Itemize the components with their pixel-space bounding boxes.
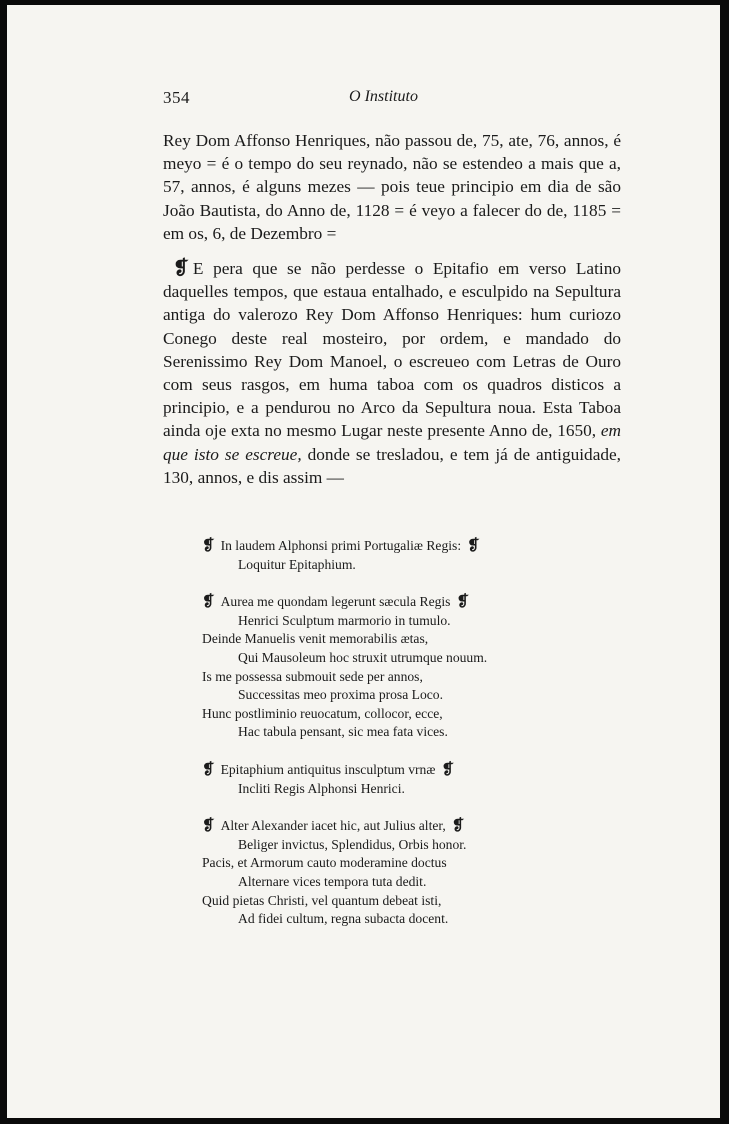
stanza-4 <box>202 817 602 929</box>
verse-line: Pacis, et Armorum cauto moderamine doctus <box>202 855 447 871</box>
epitaph-verses <box>202 537 602 948</box>
pilcrow-icon: ❡ <box>441 761 453 778</box>
verse-line: Ad fidei cultum, regna subacta docent. <box>238 911 449 927</box>
pilcrow-icon: ❡ <box>202 761 213 778</box>
paragraph-2-text-a: E pera que se não perdesse o Epitafio em verso Latino daquelles tempos, que estaua entalhado, e esculpido na Sepultura antiga do valerozo Rey Dom Affonso Henriques: hum curiozo Conego deste real mosteiro, por ordem, e mandado do Serenissimo Rey Dom Manoel, o escreueo com Letras de Ouro com seus rasgos, em huma taboa com os quadros disticos a principio, e a pendurou no Arco da Sepultura noua. Esta Taboa ainda oje exta no mesmo Lugar neste presente Anno de, 1650, <box>163 259 621 441</box>
paragraph-2 <box>163 257 621 489</box>
running-title: O Instituto <box>349 88 418 105</box>
verse-text: In laudem Alphonsi primi Portugaliæ Regis: <box>220 538 462 553</box>
verse-line <box>202 593 602 612</box>
verse-line: Quid pietas Christi, vel quantum debeat isti, <box>202 892 442 908</box>
stanza-1 <box>202 537 602 574</box>
verse-line: Qui Mausoleum hoc struxit utrumque nouum. <box>238 649 488 665</box>
stanza-3 <box>202 761 602 798</box>
verse-line: Successitas meo proxima prosa Loco. <box>238 687 443 703</box>
book-page <box>7 5 720 1118</box>
body-text <box>163 129 621 489</box>
paragraph-2-text-b: donde se tresladou, e tem já de antiguidade, 130, annos, e dis assim — <box>163 444 621 487</box>
paragraph-1: Rey Dom Affonso Henriques, não passou de, 75, ate, 76, annos, é meyo = é o tempo do seu reynado, não se estendeo a mais que a, 57, annos, é alguns mezes — pois teue principio em dia de são João Bautista, do Anno de, 1128 = é veyo a falecer do de, 1185 = em os, 6, de Dezembro = <box>163 131 621 243</box>
pilcrow-icon: ❡ <box>451 818 463 835</box>
verse-text: Alter Alexander iacet hic, aut Julius alter, <box>220 818 446 834</box>
verse-line: Hunc postliminio reuocatum, collocor, ecce, <box>202 705 443 721</box>
page-header <box>7 88 720 110</box>
stanza-2 <box>202 593 602 742</box>
verse-text: Epitaphium antiquitus insculptum vrnæ <box>220 761 436 777</box>
pilcrow-icon: ❡ <box>173 258 187 280</box>
verse-line <box>202 761 602 780</box>
verse-line <box>202 817 602 836</box>
verse-text: Aurea me quondam legerunt sæcula Regis <box>220 594 451 610</box>
verse-line: Alternare vices tempora tuta dedit. <box>238 873 427 889</box>
verse-line: Incliti Regis Alphonsi Henrici. <box>238 780 405 796</box>
pilcrow-icon: ❡ <box>202 594 213 611</box>
pilcrow-icon: ❡ <box>456 594 468 611</box>
verse-line: Loquitur Epitaphium. <box>238 556 356 572</box>
verse-line: Hac tabula pensant, sic mea fata vices. <box>238 724 448 740</box>
pilcrow-icon: ❡ <box>202 538 213 554</box>
verse-line <box>202 537 602 556</box>
verse-line: Is me possessa submouit sede per annos, <box>202 668 423 684</box>
page-number: 354 <box>163 88 190 107</box>
verse-line: Beliger invictus, Splendidus, Orbis honor. <box>238 836 467 852</box>
pilcrow-icon: ❡ <box>202 818 213 835</box>
pilcrow-icon: ❡ <box>467 538 478 554</box>
verse-line: Henrici Sculptum marmorio in tumulo. <box>238 612 451 628</box>
verse-line: Deinde Manuelis venit memorabilis ætas, <box>202 631 429 647</box>
paragraph-2-italic: em que isto se escreue, <box>163 421 621 464</box>
